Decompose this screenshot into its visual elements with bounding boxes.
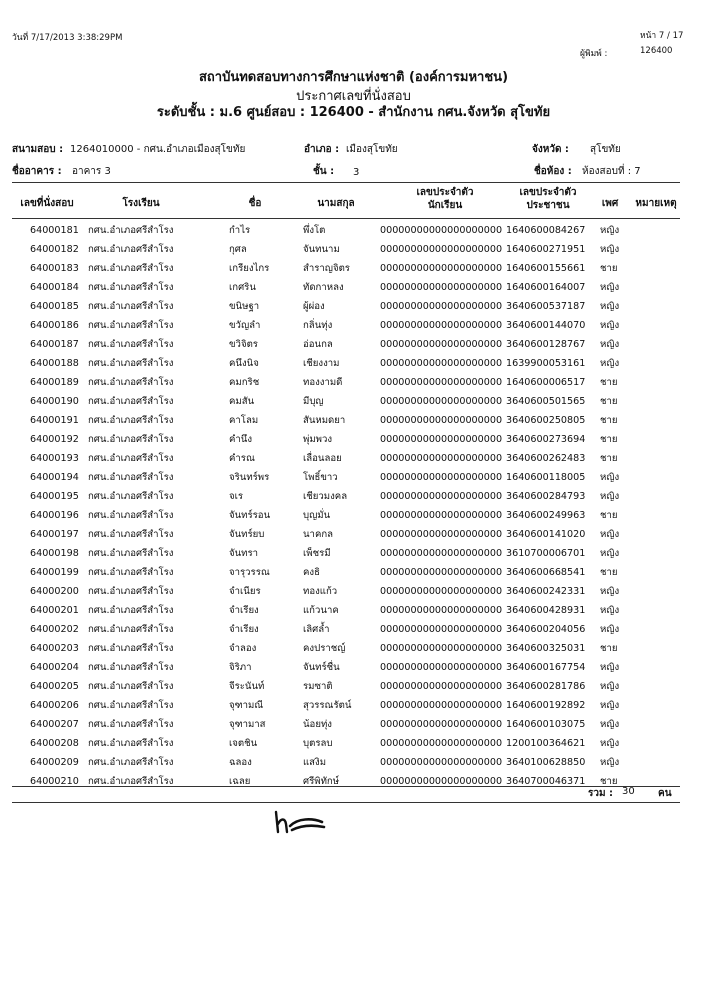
first-name-cell: คมกริช [229, 377, 260, 388]
seat-cell: 64000185 [30, 301, 79, 312]
first-name-cell: ขวัญลำ [229, 320, 261, 331]
school-cell: กศน.อำเภอศรีสำโรง [88, 282, 174, 293]
level-center-title: ระดับชั้น : ม.6 ศูนย์สอบ : 126400 - สำนักงาน กศน.จังหวัด สุโขทัย [156, 105, 551, 120]
first-name-cell: กำไร [229, 225, 251, 236]
citizen-id-cell: 1640600192892 [506, 700, 586, 711]
sex-cell: หญิง [600, 491, 620, 502]
school-cell: กศน.อำเภอศรีสำโรง [88, 434, 174, 445]
citizen-id-cell: 3610700006701 [506, 548, 586, 559]
col-seat-header: เลขที่นั่งสอบ [20, 198, 74, 209]
seat-cell: 64000199 [30, 567, 79, 578]
district-label: อำเภอ : [304, 144, 340, 155]
student-id-cell: 00000000000000000000 [380, 605, 503, 616]
seat-cell: 64000210 [30, 776, 79, 787]
first-name-cell: ขนิษฐา [229, 301, 260, 312]
table-row [0, 525, 707, 544]
citizen-id-cell: 3640600250805 [506, 415, 586, 426]
student-id-cell: 00000000000000000000 [380, 339, 503, 350]
first-name-cell: เกรียงไกร [229, 263, 270, 274]
sex-cell: หญิง [600, 548, 620, 559]
sex-cell: หญิง [600, 605, 620, 616]
seat-cell: 64000204 [30, 662, 79, 673]
first-name-cell: จิริภา [229, 662, 252, 673]
student-id-cell: 00000000000000000000 [380, 776, 503, 787]
floor-label: ชั้น : [313, 166, 335, 177]
last-name-cell: แสงิม [303, 757, 327, 768]
table-row [0, 734, 707, 753]
seat-cell: 64000184 [30, 282, 79, 293]
col-note-header: หมายเหตุ [635, 198, 677, 209]
table-row [0, 392, 707, 411]
seat-cell: 64000197 [30, 529, 79, 540]
sex-cell: ชาย [600, 415, 618, 426]
table-row [0, 335, 707, 354]
citizen-id-cell: 3640600428931 [506, 605, 586, 616]
sex-cell: หญิง [600, 586, 620, 597]
table-row [0, 316, 707, 335]
seat-cell: 64000209 [30, 757, 79, 768]
sex-cell: ชาย [600, 377, 618, 388]
last-name-cell: สำราญจิตร [303, 263, 350, 274]
sex-cell: หญิง [600, 662, 620, 673]
total-rule [12, 802, 680, 803]
province-label: จังหวัด : [532, 144, 569, 155]
student-id-cell: 00000000000000000000 [380, 624, 503, 635]
room-label: ชื่อห้อง : [534, 166, 572, 177]
table-row [0, 563, 707, 582]
table-row [0, 468, 707, 487]
citizen-id-cell: 3640600273694 [506, 434, 586, 445]
room-value: ห้องสอบที่ : 7 [582, 166, 641, 177]
first-name-cell: คมสัน [229, 396, 255, 407]
last-name-cell: รมซาติ [303, 681, 333, 692]
seat-cell: 64000182 [30, 244, 79, 255]
last-name-cell: บุญมั่น [303, 510, 331, 521]
citizen-id-cell: 3640700046371 [506, 776, 586, 787]
school-cell: กศน.อำเภอศรีสำโรง [88, 453, 174, 464]
citizen-id-cell: 1640600155661 [506, 263, 586, 274]
school-cell: กศน.อำเภอศรีสำโรง [88, 567, 174, 578]
table-header-rule [12, 218, 680, 219]
last-name-cell: เลิศล้ำ [303, 624, 330, 635]
school-cell: กศน.อำเภอศรีสำโรง [88, 244, 174, 255]
sex-cell: หญิง [600, 757, 620, 768]
table-row [0, 449, 707, 468]
sex-cell: หญิง [600, 320, 620, 331]
col-first-name-header: ชื่อ [248, 198, 262, 209]
sex-cell: หญิง [600, 719, 620, 730]
school-cell: กศน.อำเภอศรีสำโรง [88, 396, 174, 407]
last-name-cell: ผู้ผ่อง [303, 301, 325, 312]
last-name-cell: เพ็ชรมี [303, 548, 331, 559]
table-row [0, 430, 707, 449]
sex-cell: ชาย [600, 434, 618, 445]
first-name-cell: จำเนียร [229, 586, 261, 597]
last-name-cell: แก้วนาค [303, 605, 339, 616]
student-id-cell: 00000000000000000000 [380, 415, 503, 426]
table-row [0, 715, 707, 734]
first-name-cell: ฉลอง [229, 757, 252, 768]
student-id-cell: 00000000000000000000 [380, 643, 503, 654]
last-name-cell: คงธิ [303, 567, 320, 578]
seat-cell: 64000208 [30, 738, 79, 749]
citizen-id-cell: 3640600281786 [506, 681, 586, 692]
sex-cell: หญิง [600, 681, 620, 692]
last-name-cell: เชียงงาม [303, 358, 340, 369]
total-label: รวม : [588, 788, 614, 799]
sex-cell: หญิง [600, 358, 620, 369]
seat-cell: 64000205 [30, 681, 79, 692]
citizen-id-cell: 3640600167754 [506, 662, 586, 673]
first-name-cell: จำลอง [229, 643, 257, 654]
sex-cell: ชาย [600, 510, 618, 521]
table-row [0, 544, 707, 563]
sex-cell: หญิง [600, 624, 620, 635]
student-id-cell: 00000000000000000000 [380, 662, 503, 673]
table-row [0, 677, 707, 696]
student-id-cell: 00000000000000000000 [380, 757, 503, 768]
seat-cell: 64000194 [30, 472, 79, 483]
table-row [0, 753, 707, 772]
last-name-cell: สุวรรณรัตน์ [303, 700, 352, 711]
school-cell: กศน.อำเภอศรีสำโรง [88, 738, 174, 749]
school-cell: กศน.อำเภอศรีสำโรง [88, 377, 174, 388]
school-cell: กศน.อำเภอศรีสำโรง [88, 681, 174, 692]
seat-cell: 64000193 [30, 453, 79, 464]
last-name-cell: เชียวมงคล [303, 491, 348, 502]
table-row [0, 373, 707, 392]
student-id-cell: 00000000000000000000 [380, 263, 503, 274]
citizen-id-cell: 1640600084267 [506, 225, 586, 236]
sex-cell: หญิง [600, 700, 620, 711]
citizen-id-cell: 3640100628850 [506, 757, 586, 768]
sex-cell: หญิง [600, 738, 620, 749]
table-row [0, 658, 707, 677]
table-row [0, 506, 707, 525]
printer-id: 126400 [640, 46, 673, 56]
school-cell: กศน.อำเภอศรีสำโรง [88, 605, 174, 616]
school-cell: กศน.อำเภอศรีสำโรง [88, 225, 174, 236]
citizen-id-cell: 3640600284793 [506, 491, 586, 502]
student-id-cell: 00000000000000000000 [380, 510, 503, 521]
first-name-cell: เกศริน [229, 282, 256, 293]
last-name-cell: น้อยทุ่ง [303, 719, 332, 730]
last-name-cell: โพธิ์ขาว [303, 472, 338, 483]
first-name-cell: จันทร์รอน [229, 510, 271, 521]
first-name-cell: จุฑามณี [229, 700, 264, 711]
last-name-cell: มีบุญ [303, 396, 324, 407]
sex-cell: ชาย [600, 263, 618, 274]
col-sex-header: เพศ [601, 198, 619, 209]
seat-cell: 64000200 [30, 586, 79, 597]
col-school-header: โรงเรียน [122, 198, 160, 209]
school-cell: กศน.อำเภอศรีสำโรง [88, 510, 174, 521]
seat-cell: 64000202 [30, 624, 79, 635]
page-number: หน้า 7 / 17 [640, 31, 684, 41]
last-name-cell: กลิ่นทุ่ง [303, 320, 333, 331]
sex-cell: ชาย [600, 567, 618, 578]
table-row [0, 487, 707, 506]
first-name-cell: เจตชิน [229, 738, 258, 749]
citizen-id-cell: 1640600006517 [506, 377, 586, 388]
print-timestamp: วันที่ 7/17/2013 3:38:29PM [12, 33, 123, 43]
sex-cell: ชาย [600, 396, 618, 407]
school-cell: กศน.อำเภอศรีสำโรง [88, 662, 174, 673]
citizen-id-cell: 3640600128767 [506, 339, 586, 350]
seat-cell: 64000189 [30, 377, 79, 388]
district-value: เมืองสุโขทัย [346, 144, 398, 155]
citizen-id-cell: 3640600242331 [506, 586, 586, 597]
citizen-id-cell: 3640600249963 [506, 510, 586, 521]
printer-label: ผู้พิมพ์ : [580, 49, 608, 59]
student-id-cell: 00000000000000000000 [380, 491, 503, 502]
sex-cell: หญิง [600, 301, 620, 312]
table-row [0, 639, 707, 658]
school-cell: กศน.อำเภอศรีสำโรง [88, 529, 174, 540]
seat-cell: 64000198 [30, 548, 79, 559]
citizen-id-cell: 1640600164007 [506, 282, 586, 293]
student-id-cell: 00000000000000000000 [380, 320, 503, 331]
citizen-id-cell: 3640600537187 [506, 301, 586, 312]
sex-cell: หญิง [600, 339, 620, 350]
student-id-cell: 00000000000000000000 [380, 225, 503, 236]
last-name-cell: ศรีพิทักษ์ [303, 776, 340, 787]
school-cell: กศน.อำเภอศรีสำโรง [88, 301, 174, 312]
sex-cell: หญิง [600, 282, 620, 293]
student-id-cell: 00000000000000000000 [380, 472, 503, 483]
last-name-cell: สันหมดยา [303, 415, 346, 426]
last-name-cell: บุตรลบ [303, 738, 333, 749]
citizen-id-cell: 3640600262483 [506, 453, 586, 464]
first-name-cell: จารุวรรณ [229, 567, 270, 578]
first-name-cell: จรินทร์พร [229, 472, 270, 483]
student-id-cell: 00000000000000000000 [380, 719, 503, 730]
table-row [0, 354, 707, 373]
seat-cell: 64000192 [30, 434, 79, 445]
first-name-cell: กุศล [229, 244, 247, 255]
student-id-cell: 00000000000000000000 [380, 377, 503, 388]
first-name-cell: จุฑามาส [229, 719, 266, 730]
school-cell: กศน.อำเภอศรีสำโรง [88, 776, 174, 787]
last-name-cell: จันทนาม [303, 244, 340, 255]
total-unit: คน [658, 788, 672, 799]
student-id-cell: 00000000000000000000 [380, 396, 503, 407]
last-name-cell: ทัดกาหลง [303, 282, 344, 293]
student-id-cell: 00000000000000000000 [380, 244, 503, 255]
sex-cell: ชาย [600, 776, 618, 787]
seat-cell: 64000203 [30, 643, 79, 654]
last-name-cell: ทองงามดี [303, 377, 343, 388]
citizen-id-cell: 3640600668541 [506, 567, 586, 578]
student-id-cell: 00000000000000000000 [380, 434, 503, 445]
first-name-cell: เฉลย [229, 776, 251, 787]
table-bottom-rule [12, 786, 680, 787]
school-cell: กศน.อำเภอศรีสำโรง [88, 339, 174, 350]
signature-mark [272, 808, 328, 836]
seat-cell: 64000207 [30, 719, 79, 730]
school-cell: กศน.อำเภอศรีสำโรง [88, 643, 174, 654]
student-id-cell: 00000000000000000000 [380, 453, 503, 464]
citizen-id-cell: 1200100364621 [506, 738, 586, 749]
school-cell: กศน.อำเภอศรีสำโรง [88, 358, 174, 369]
citizen-id-cell: 1639900053161 [506, 358, 586, 369]
student-id-cell: 00000000000000000000 [380, 529, 503, 540]
table-row [0, 240, 707, 259]
venue-label: สนามสอบ : [12, 144, 64, 155]
col-student-id-header-line2: นักเรียน [427, 200, 463, 211]
table-row [0, 297, 707, 316]
col-citizen-id-header-line1: เลขประจำตัว [519, 187, 577, 198]
table-row [0, 278, 707, 297]
last-name-cell: เลื่อนลอย [303, 453, 342, 464]
seat-cell: 64000190 [30, 396, 79, 407]
student-id-cell: 00000000000000000000 [380, 586, 503, 597]
first-name-cell: คำรณ [229, 453, 255, 464]
building-value: อาคาร 3 [72, 166, 111, 177]
school-cell: กศน.อำเภอศรีสำโรง [88, 624, 174, 635]
last-name-cell: ทองแก้ว [303, 586, 338, 597]
student-id-cell: 00000000000000000000 [380, 738, 503, 749]
first-name-cell: คาโลม [229, 415, 259, 426]
first-name-cell: จีระนันท์ [229, 681, 265, 692]
last-name-cell: คงปราชญ์ [303, 643, 346, 654]
last-name-cell: นาคกล [303, 529, 334, 540]
floor-value: 3 [353, 167, 360, 178]
student-id-cell: 00000000000000000000 [380, 358, 503, 369]
table-row [0, 221, 707, 240]
sex-cell: หญิง [600, 225, 620, 236]
seat-cell: 64000187 [30, 339, 79, 350]
seat-cell: 64000195 [30, 491, 79, 502]
sex-cell: หญิง [600, 529, 620, 540]
table-row [0, 411, 707, 430]
school-cell: กศน.อำเภอศรีสำโรง [88, 472, 174, 483]
citizen-id-cell: 3640600141020 [506, 529, 586, 540]
seat-cell: 64000206 [30, 700, 79, 711]
sex-cell: ชาย [600, 643, 618, 654]
org-title: สถาบันทดสอบทางการศึกษาแห่งชาติ (องค์การมหาชน) [198, 70, 509, 85]
table-row [0, 601, 707, 620]
school-cell: กศน.อำเภอศรีสำโรง [88, 757, 174, 768]
school-cell: กศน.อำเภอศรีสำโรง [88, 586, 174, 597]
first-name-cell: คนึงนิจ [229, 358, 259, 369]
school-cell: กศน.อำเภอศรีสำโรง [88, 491, 174, 502]
seat-cell: 64000191 [30, 415, 79, 426]
student-id-cell: 00000000000000000000 [380, 301, 503, 312]
first-name-cell: จเร [229, 491, 244, 502]
sex-cell: หญิง [600, 472, 620, 483]
col-student-id-header-line1: เลขประจำตัว [416, 187, 474, 198]
citizen-id-cell: 1640600118005 [506, 472, 586, 483]
student-id-cell: 00000000000000000000 [380, 282, 503, 293]
student-id-cell: 00000000000000000000 [380, 681, 503, 692]
citizen-id-cell: 3640600325031 [506, 643, 586, 654]
announcement-title: ประกาศเลขที่นั่งสอบ [296, 89, 411, 104]
building-label: ชื่ออาคาร : [12, 166, 62, 177]
venue-value: 1264010000 - กศน.อำเภอเมืองสุโขทัย [70, 144, 246, 155]
first-name-cell: ขวิจิตร [229, 339, 258, 350]
table-row [0, 620, 707, 639]
first-name-cell: จันทร์ยบ [229, 529, 265, 540]
table-row [0, 582, 707, 601]
seat-cell: 64000186 [30, 320, 79, 331]
seat-cell: 64000196 [30, 510, 79, 521]
table-row [0, 259, 707, 278]
table-top-rule [12, 182, 680, 183]
last-name-cell: พึ่งโต [303, 225, 326, 236]
first-name-cell: คำนึง [229, 434, 253, 445]
citizen-id-cell: 3640600204056 [506, 624, 586, 635]
last-name-cell: จันทร์ชื่น [303, 662, 340, 673]
seat-cell: 64000188 [30, 358, 79, 369]
last-name-cell: อ่อนกล [303, 339, 333, 350]
col-citizen-id-header-line2: ประชาชน [526, 200, 570, 211]
school-cell: กศน.อำเภอศรีสำโรง [88, 320, 174, 331]
province-value: สุโขทัย [590, 144, 621, 155]
sex-cell: ชาย [600, 453, 618, 464]
school-cell: กศน.อำเภอศรีสำโรง [88, 415, 174, 426]
col-last-name-header: นามสกุล [317, 198, 355, 209]
citizen-id-cell: 3640600501565 [506, 396, 586, 407]
student-id-cell: 00000000000000000000 [380, 567, 503, 578]
school-cell: กศน.อำเภอศรีสำโรง [88, 263, 174, 274]
school-cell: กศน.อำเภอศรีสำโรง [88, 548, 174, 559]
last-name-cell: พุ่มพวง [303, 434, 333, 445]
school-cell: กศน.อำเภอศรีสำโรง [88, 719, 174, 730]
total-count: 30 [622, 786, 635, 797]
seat-cell: 64000183 [30, 263, 79, 274]
table-row [0, 696, 707, 715]
student-id-cell: 00000000000000000000 [380, 700, 503, 711]
citizen-id-cell: 1640600103075 [506, 719, 586, 730]
school-cell: กศน.อำเภอศรีสำโรง [88, 700, 174, 711]
sex-cell: หญิง [600, 244, 620, 255]
student-id-cell: 00000000000000000000 [380, 548, 503, 559]
citizen-id-cell: 3640600144070 [506, 320, 586, 331]
seat-cell: 64000181 [30, 225, 79, 236]
citizen-id-cell: 1640600271951 [506, 244, 586, 255]
first-name-cell: จันทรา [229, 548, 259, 559]
first-name-cell: จำเรียง [229, 624, 259, 635]
seat-cell: 64000201 [30, 605, 79, 616]
first-name-cell: จำเรียง [229, 605, 259, 616]
